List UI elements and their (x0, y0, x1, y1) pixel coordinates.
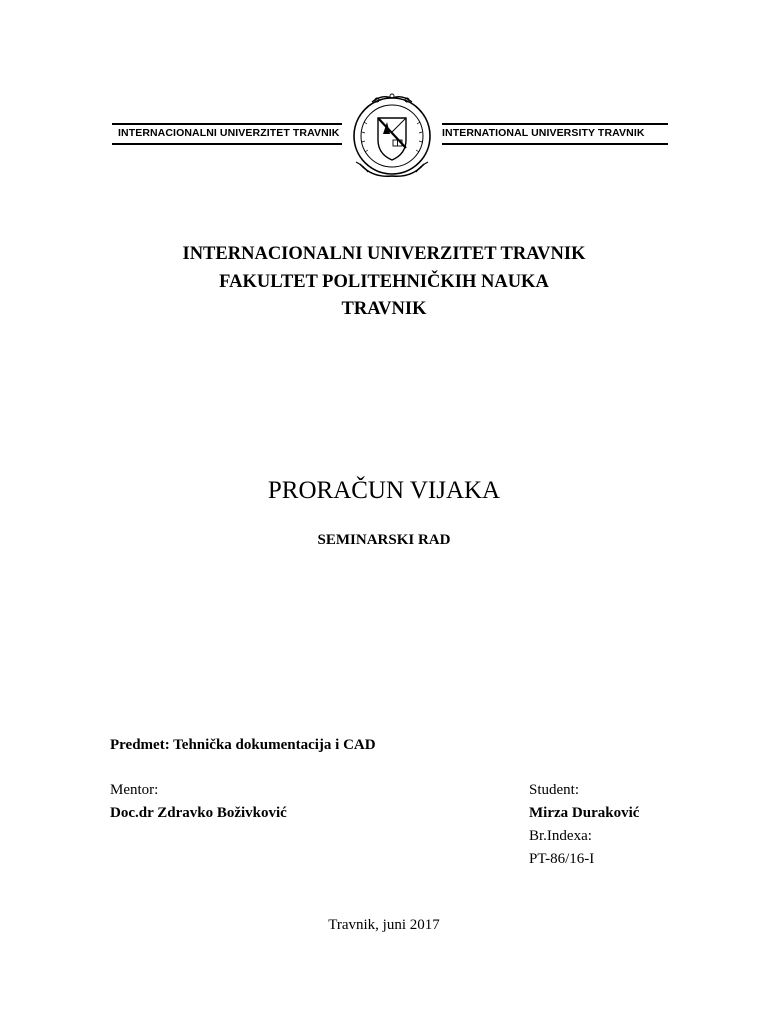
institution-heading (0, 241, 768, 324)
mentor-name: Doc.dr Zdravko Boživković (110, 805, 287, 821)
institution-city: TRAVNIK (341, 299, 427, 319)
document-subtitle: SEMINARSKI RAD (317, 532, 451, 548)
letterhead-left-text: INTERNACIONALNI UNIVERZITET TRAVNIK (118, 127, 340, 139)
letterhead-right-text: INTERNATIONAL UNIVERSITY TRAVNIK (442, 127, 645, 139)
mentor-label: Mentor: (110, 782, 159, 798)
institution-faculty: FAKULTET POLITEHNIČKIH NAUKA (219, 271, 549, 292)
document-title: PRORAČUN VIJAKA (267, 477, 501, 504)
university-crest-icon (342, 92, 442, 184)
index-value: PT-86/16-I (529, 851, 595, 867)
mentor-block (110, 779, 287, 825)
institution-university: INTERNACIONALNI UNIVERZITET TRAVNIK (182, 244, 586, 264)
index-label: Br.Indexa: (529, 828, 592, 844)
student-label: Student: (529, 782, 580, 798)
subject-line: Predmet: Tehnička dokumentacija i CAD (110, 737, 376, 753)
student-block (529, 779, 639, 871)
student-name: Mirza Duraković (529, 805, 640, 821)
letterhead (112, 92, 668, 184)
place-date: Travnik, juni 2017 (328, 917, 440, 933)
